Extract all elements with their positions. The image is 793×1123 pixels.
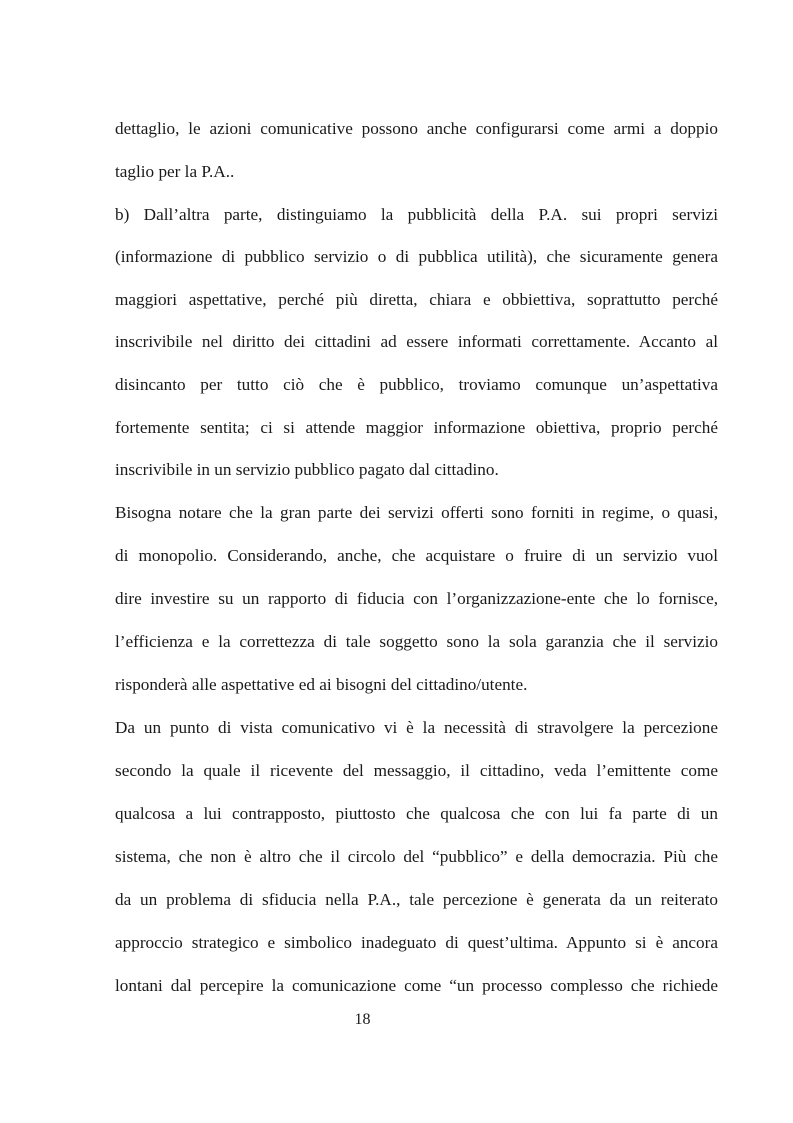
text-line-19: da un problema di sfiducia nella P.A., tale percezione è generata da un reiterato — [115, 890, 718, 909]
text-line-12: dire investire su un rapporto di fiducia con l’organizzazione-ente che lo fornisce, — [115, 589, 718, 608]
text-line-17: qualcosa a lui contrapposto, piuttosto che qualcosa che con lui fa parte di un — [115, 804, 718, 823]
page-number-value: 18 — [354, 1011, 371, 1028]
text-line-6: inscrivibile nel diritto dei cittadini ad essere informati correttamente. Accanto al — [115, 332, 718, 351]
text-line-4: (informazione di pubblico servizio o di pubblica utilità), che sicuramente genera — [115, 247, 718, 266]
text-line-21: lontani dal percepire la comunicazione come “un processo complesso che richiede — [115, 976, 718, 995]
page-number — [0, 1010, 793, 1030]
text-line-14: risponderà alle aspettative ed ai bisogni del cittadino/utente. — [115, 675, 528, 694]
text-line-10: Bisogna notare che la gran parte dei servizi offerti sono forniti in regime, o quasi, — [115, 503, 718, 522]
text-line-5: maggiori aspettative, perché più diretta, chiara e obbiettiva, soprattutto perché — [115, 290, 718, 309]
text-line-20: approccio strategico e simbolico inadeguato di quest’ultima. Appunto si è ancora — [115, 933, 718, 952]
text-line-2: taglio per la P.A.. — [115, 162, 235, 181]
text-line-8: fortemente sentita; ci si attende maggior informazione obiettiva, proprio perché — [115, 418, 718, 437]
text-line-15: Da un punto di vista comunicativo vi è la necessità di stravolgere la percezione — [115, 718, 718, 737]
text-line-9: inscrivibile in un servizio pubblico pagato dal cittadino. — [115, 460, 499, 479]
text-line-18: sistema, che non è altro che il circolo del “pubblico” e della democrazia. Più che — [115, 847, 718, 866]
text-line-11: di monopolio. Considerando, anche, che acquistare o fruire di un servizio vuol — [115, 546, 718, 565]
text-line-1: dettaglio, le azioni comunicative possono anche configurarsi come armi a doppio — [115, 119, 718, 138]
text-line-3: b) Dall’altra parte, distinguiamo la pubblicità della P.A. sui propri servizi — [115, 205, 718, 224]
text-line-16: secondo la quale il ricevente del messaggio, il cittadino, veda l’emittente come — [115, 761, 718, 780]
text-line-13: l’efficienza e la correttezza di tale soggetto sono la sola garanzia che il servizio — [115, 632, 718, 651]
text-line-7: disincanto per tutto ciò che è pubblico, troviamo comunque un’aspettativa — [115, 375, 718, 394]
